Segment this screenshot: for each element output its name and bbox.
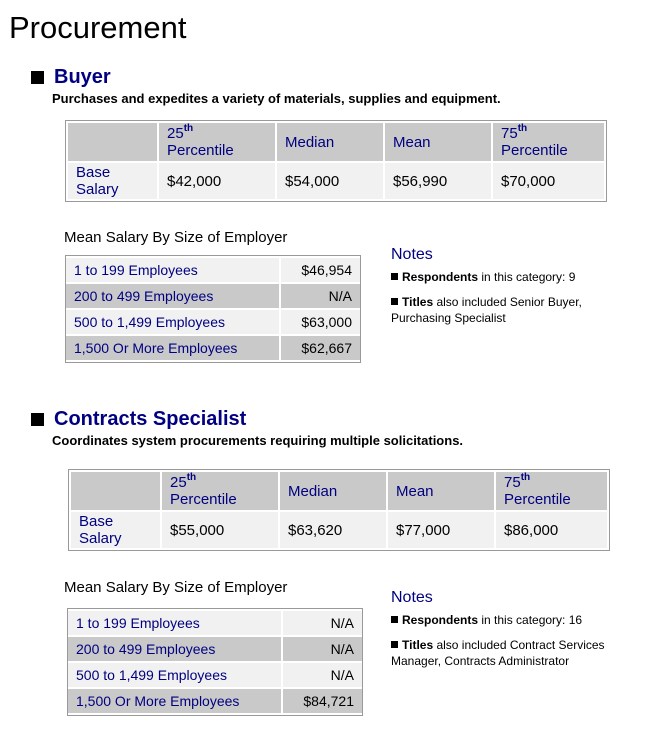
header-median: Median	[277, 123, 383, 161]
job-heading	[31, 65, 111, 89]
table-row	[66, 258, 360, 282]
header-25th-percentile: 25th Percentile	[162, 472, 278, 510]
header-75th-percentile: 75th Percentile	[496, 472, 607, 510]
employer-size-table	[67, 608, 363, 716]
note-respondents: Respondents in this category: 9	[391, 269, 631, 285]
size-value: N/A	[281, 284, 360, 308]
page-title: Procurement	[9, 10, 187, 45]
square-bullet-icon	[31, 71, 44, 84]
size-label: 500 to 1,499 Employees	[66, 310, 281, 334]
size-value: $62,667	[281, 336, 360, 360]
notes-block	[391, 246, 631, 335]
notes-block	[391, 589, 631, 678]
header-mean: Mean	[388, 472, 494, 510]
size-value: N/A	[283, 637, 362, 661]
size-value: $46,954	[281, 258, 360, 282]
size-label: 1,500 Or More Employees	[68, 689, 283, 713]
square-bullet-icon	[391, 641, 398, 648]
value-75th-percentile: $70,000	[493, 163, 604, 199]
header-blank-cell	[68, 123, 157, 161]
value-75th-percentile: $86,000	[496, 512, 607, 548]
value-25th-percentile: $42,000	[159, 163, 275, 199]
size-label: 200 to 499 Employees	[66, 284, 281, 308]
table-row	[68, 611, 362, 635]
size-table-title: Mean Salary By Size of Employer	[64, 579, 288, 596]
size-value: N/A	[283, 663, 362, 687]
square-bullet-icon	[391, 273, 398, 280]
value-25th-percentile: $55,000	[162, 512, 278, 548]
size-label: 1 to 199 Employees	[68, 611, 283, 635]
table-row	[68, 689, 362, 713]
value-median: $63,620	[280, 512, 386, 548]
percentile-table	[65, 120, 607, 202]
square-bullet-icon	[31, 413, 44, 426]
base-salary-label: Base Salary	[68, 163, 157, 199]
square-bullet-icon	[391, 298, 398, 305]
value-median: $54,000	[277, 163, 383, 199]
table-row	[66, 284, 360, 308]
size-value: $63,000	[281, 310, 360, 334]
base-salary-label: Base Salary	[71, 512, 160, 548]
job-heading	[31, 407, 246, 431]
note-respondents: Respondents in this category: 16	[391, 612, 631, 628]
size-label: 200 to 499 Employees	[68, 637, 283, 661]
note-titles: Titles also included Senior Buyer, Purchasing Specialist	[391, 295, 582, 325]
square-bullet-icon	[391, 616, 398, 623]
header-mean: Mean	[385, 123, 491, 161]
job-description: Coordinates system procurements requiring multiple solicitations.	[52, 433, 464, 448]
size-value: N/A	[283, 611, 362, 635]
notes-title: Notes	[391, 246, 433, 263]
base-salary-row	[71, 512, 607, 548]
size-label: 1 to 199 Employees	[66, 258, 281, 282]
job-title: Buyer	[54, 65, 111, 88]
size-label: 1,500 Or More Employees	[66, 336, 281, 360]
table-row	[66, 310, 360, 334]
header-75th-percentile: 75th Percentile	[493, 123, 604, 161]
size-value: $84,721	[283, 689, 362, 713]
header-blank-cell	[71, 472, 160, 510]
percentile-header-row	[71, 472, 607, 510]
job-title: Contracts Specialist	[54, 407, 247, 430]
header-median: Median	[280, 472, 386, 510]
job-section-buyer	[0, 65, 657, 375]
header-25th-percentile: 25th Percentile	[159, 123, 275, 161]
notes-title: Notes	[391, 589, 433, 606]
value-mean: $56,990	[385, 163, 491, 199]
percentile-table	[68, 469, 610, 551]
base-salary-row	[68, 163, 604, 199]
table-row	[68, 637, 362, 661]
employer-size-table	[65, 255, 361, 363]
table-row	[68, 663, 362, 687]
size-label: 500 to 1,499 Employees	[68, 663, 283, 687]
percentile-header-row	[68, 123, 604, 161]
job-section-contracts-specialist	[0, 407, 657, 727]
size-table-title: Mean Salary By Size of Employer	[64, 229, 288, 246]
job-description: Purchases and expedites a variety of materials, supplies and equipment.	[52, 91, 501, 106]
note-titles: Titles also included Contract Services Manager, Contracts Administrator	[391, 638, 605, 668]
table-row	[66, 336, 360, 360]
value-mean: $77,000	[388, 512, 494, 548]
